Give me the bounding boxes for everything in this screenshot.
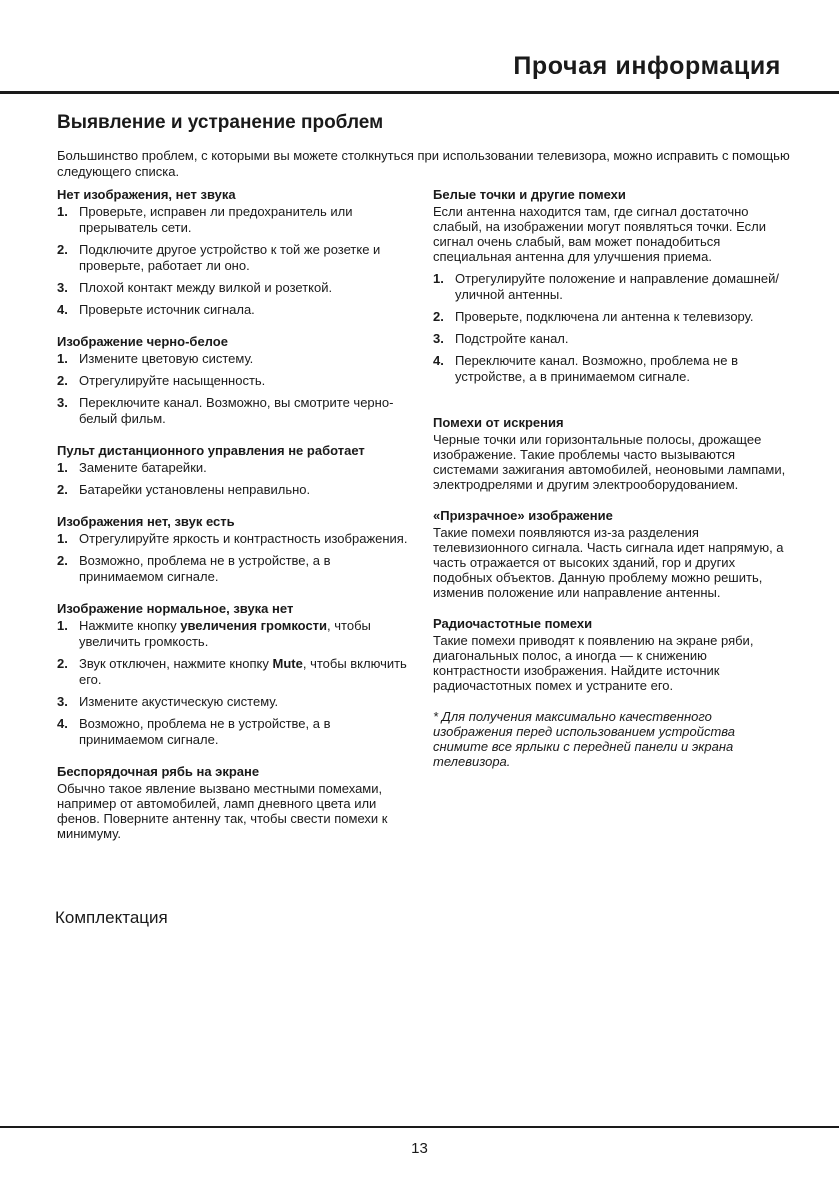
steps-list xyxy=(57,618,412,748)
item-text: Измените акустическую систему. xyxy=(79,694,279,709)
troubleshoot-block-no-picture-no-sound xyxy=(57,187,412,318)
steps-list xyxy=(57,204,412,318)
list-item xyxy=(57,242,412,274)
block-paragraph: Такие помехи приводят к появлению на экране ряби, диагональных полос, а иногда — к снижению контрастности изображения. Найдите источник радиочастотных помех и устраните его. xyxy=(433,633,754,693)
list-item xyxy=(433,309,793,325)
page-number: 13 xyxy=(411,1140,428,1157)
steps-list xyxy=(57,351,412,427)
block-title: «Призрачное» изображение xyxy=(433,508,613,523)
list-item xyxy=(57,716,412,748)
item-number: 4. xyxy=(57,302,68,317)
item-text xyxy=(79,656,412,688)
list-item xyxy=(57,460,412,476)
troubleshoot-block-black-white xyxy=(57,334,412,427)
text-part: , чтобы включить его. xyxy=(79,656,407,687)
troubleshoot-block-white-dots xyxy=(433,187,793,385)
troubleshoot-block-rf xyxy=(433,616,793,693)
item-text: Возможно, проблема не в устройстве, а в принимаемом сигнале. xyxy=(79,716,331,747)
section-title: Выявление и устранение проблем xyxy=(57,112,384,133)
list-item xyxy=(433,271,793,303)
block-paragraph: Черные точки или горизонтальные полосы, дрожащее изображение. Такие проблемы часто вызываются системами зажигания автомобилей, неоновыми лампами, электродрелями и другим электрооборудованием. xyxy=(433,432,786,492)
troubleshoot-block-sparking xyxy=(433,415,793,492)
page-header-title: Прочая информация xyxy=(513,52,781,80)
list-item xyxy=(57,351,412,367)
list-item xyxy=(433,353,793,385)
item-text: Отрегулируйте насыщенность. xyxy=(79,373,266,388)
text-part: , чтобы увеличить громкость. xyxy=(79,618,371,649)
item-number: 4. xyxy=(57,716,68,731)
text-part: Звук отключен, нажмите кнопку xyxy=(79,656,273,671)
steps-list xyxy=(57,531,412,585)
item-number: 2. xyxy=(57,656,68,671)
block-title: Изображение черно-белое xyxy=(57,334,228,349)
steps-list xyxy=(57,460,412,498)
item-number: 1. xyxy=(57,531,68,546)
item-number: 3. xyxy=(57,395,68,410)
troubleshoot-block-no-picture-sound-ok xyxy=(57,514,412,585)
troubleshoot-block-no-sound xyxy=(57,601,412,748)
item-text: Переключите канал. Возможно, проблема не в устройстве, а в принимаемом сигнале. xyxy=(455,353,738,384)
item-text: Переключите канал. Возможно, вы смотрите черно-белый фильм. xyxy=(79,395,394,426)
block-title: Помехи от искрения xyxy=(433,415,564,430)
list-item xyxy=(57,280,412,296)
item-number: 3. xyxy=(57,694,68,709)
item-text: Измените цветовую систему. xyxy=(79,351,254,366)
troubleshoot-block-ghost xyxy=(433,508,793,600)
item-text: Замените батарейки. xyxy=(79,460,207,475)
item-text: Отрегулируйте положение и направление домашней/уличной антенны. xyxy=(455,271,780,302)
block-title: Изображения нет, звук есть xyxy=(57,514,235,529)
left-column xyxy=(57,187,412,857)
list-item xyxy=(57,395,412,427)
block-title: Изображение нормальное, звука нет xyxy=(57,601,294,616)
item-number: 2. xyxy=(57,482,68,497)
item-number: 3. xyxy=(433,331,444,346)
list-item xyxy=(57,302,412,318)
steps-list xyxy=(433,271,793,385)
footnote: * Для получения максимально качественного изображения перед использованием устройства снимите все ярлыки с передней панели и экрана телевизора. xyxy=(433,709,736,769)
block-title: Нет изображения, нет звука xyxy=(57,187,236,202)
item-text xyxy=(79,618,412,650)
list-item xyxy=(57,656,412,688)
bold-term: увеличения громкости xyxy=(180,618,328,633)
footer-divider xyxy=(0,1126,839,1128)
item-text: Возможно, проблема не в устройстве, а в принимаемом сигнале. xyxy=(79,553,331,584)
list-item xyxy=(57,482,412,498)
right-column xyxy=(433,187,793,769)
block-title: Радиочастотные помехи xyxy=(433,616,593,631)
item-number: 2. xyxy=(57,553,68,568)
item-text: Проверьте источник сигнала. xyxy=(79,302,255,317)
item-number: 1. xyxy=(57,460,68,475)
block-title: Беспорядочная рябь на экране xyxy=(57,764,260,779)
intro-paragraph: Большинство проблем, с которыми вы можете столкнуться при использовании телевизора, можно исправить с помощью следующего списка. xyxy=(57,148,790,179)
item-text: Подстройте канал. xyxy=(455,331,569,346)
block-paragraph: Такие помехи появляются из-за разделения телевизионного сигнала. Часть сигнала идет напрямую, а часть отражается от высоких зданий, гор и других подобных объектов. Данную проблему можно решить, изменив положение или направление антенны. xyxy=(433,525,784,600)
item-text: Проверьте, подключена ли антенна к телевизору. xyxy=(455,309,754,324)
item-number: 4. xyxy=(433,353,444,368)
header-divider xyxy=(0,91,839,94)
list-item xyxy=(57,694,412,710)
item-number: 1. xyxy=(57,204,68,219)
item-text: Отрегулируйте яркость и контрастность изображения. xyxy=(79,531,408,546)
list-item xyxy=(57,531,412,547)
item-text: Проверьте, исправен ли предохранитель или прерыватель сети. xyxy=(79,204,353,235)
text-part: Нажмите кнопку xyxy=(79,618,181,633)
block-title: Пульт дистанционного управления не работает xyxy=(57,443,365,458)
item-number: 3. xyxy=(57,280,68,295)
block-title: Белые точки и другие помехи xyxy=(433,187,626,202)
list-item xyxy=(57,553,412,585)
item-text: Плохой контакт между вилкой и розеткой. xyxy=(79,280,333,295)
item-number: 1. xyxy=(57,351,68,366)
block-paragraph: Обычно такое явление вызвано местными помехами, например от автомобилей, ламп дневного цвета или фенов. Поверните антенну так, чтобы свести помехи к минимуму. xyxy=(57,781,388,841)
list-item xyxy=(57,618,412,650)
item-text: Подключите другое устройство к той же розетке и проверьте, работает ли оно. xyxy=(79,242,381,273)
troubleshoot-block-remote xyxy=(57,443,412,498)
item-number: 2. xyxy=(57,373,68,388)
block-paragraph: Если антенна находится там, где сигнал достаточно слабый, на изображении могут появляться точки. Если сигнал очень слабый, вам может понадобиться специальная антенна для улучшения приема. xyxy=(433,204,767,264)
list-item xyxy=(57,373,412,389)
list-item xyxy=(57,204,412,236)
item-number: 2. xyxy=(433,309,444,324)
item-number: 1. xyxy=(57,618,68,633)
item-text: Батарейки установлены неправильно. xyxy=(79,482,311,497)
bold-term: Mute xyxy=(272,656,303,671)
troubleshoot-block-random-ripple xyxy=(57,764,412,841)
item-number: 2. xyxy=(57,242,68,257)
list-item xyxy=(433,331,793,347)
item-number: 1. xyxy=(433,271,444,286)
subsection-title: Комплектация xyxy=(55,908,168,927)
